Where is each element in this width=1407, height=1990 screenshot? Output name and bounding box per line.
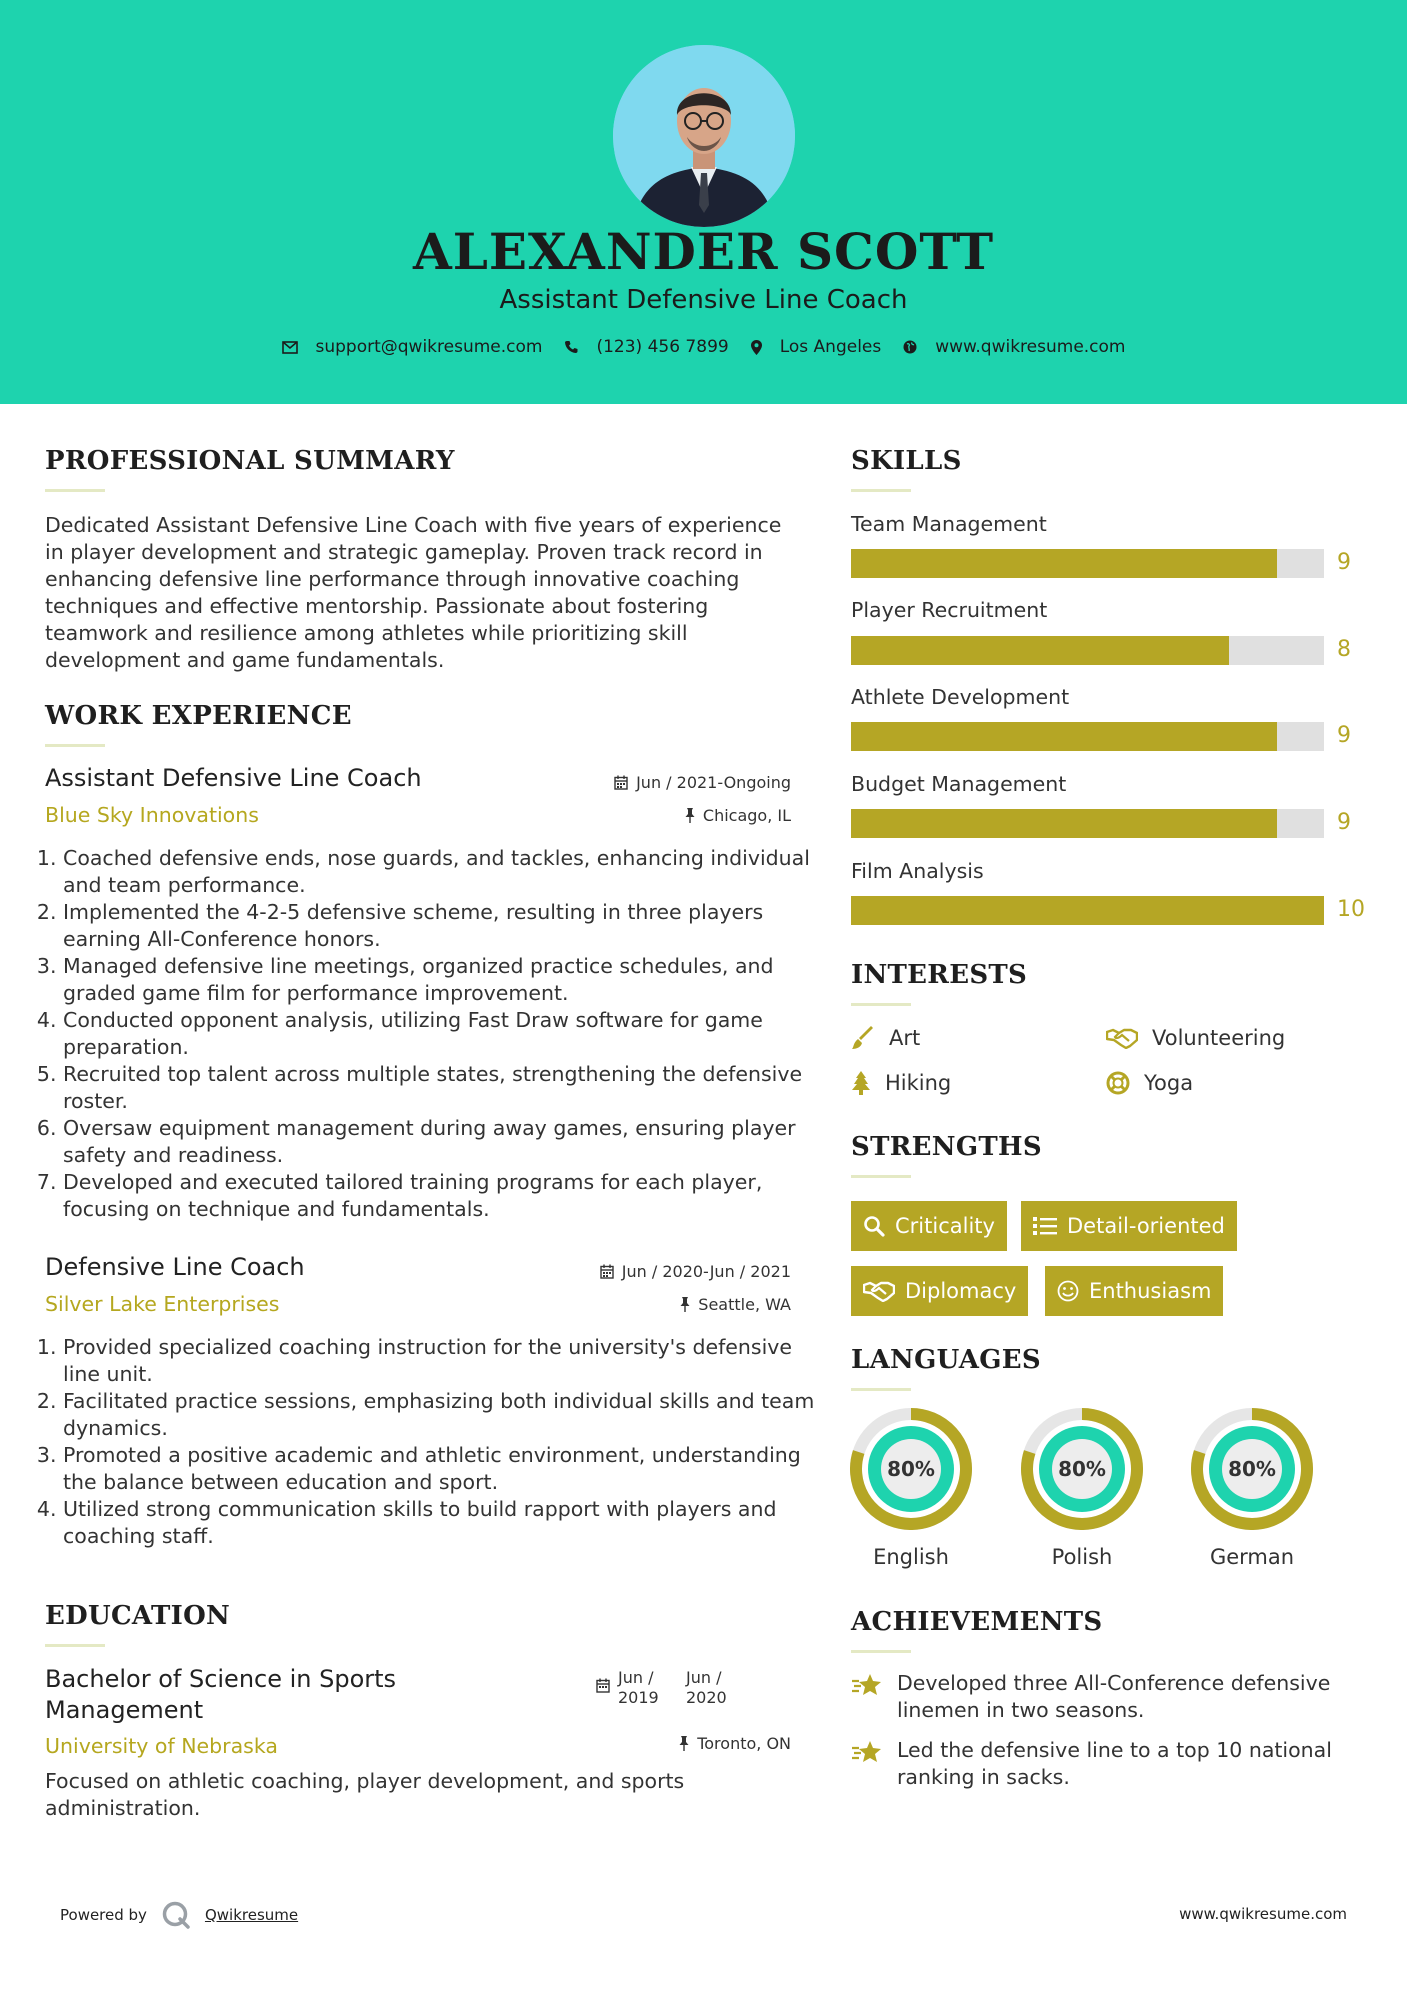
footer-website[interactable]: www.qwikresume.com bbox=[1179, 1905, 1347, 1923]
person-photo-icon bbox=[613, 45, 795, 227]
achievements-heading: ACHIEVEMENTS bbox=[851, 1607, 1103, 1637]
job-location bbox=[685, 806, 791, 825]
language-percent: 80% bbox=[1058, 1457, 1106, 1481]
tree-icon bbox=[851, 1071, 871, 1095]
job-location-text: Chicago, IL bbox=[702, 806, 791, 825]
handshake-icon bbox=[863, 1280, 895, 1302]
contact-location bbox=[751, 337, 882, 357]
education-dates bbox=[596, 1668, 746, 1708]
pushpin-icon bbox=[679, 1736, 689, 1751]
star-ribbon-icon bbox=[851, 1672, 883, 1700]
contact-bar bbox=[0, 337, 1407, 357]
skill-name: Film Analysis bbox=[851, 859, 984, 883]
skill-value: 9 bbox=[1337, 550, 1351, 575]
calendar-icon bbox=[600, 1264, 614, 1279]
language-name: English bbox=[873, 1545, 949, 1569]
language-percent: 80% bbox=[887, 1457, 935, 1481]
education-start bbox=[618, 1668, 686, 1708]
skill-bar-fill bbox=[851, 722, 1277, 751]
language-ring bbox=[850, 1408, 972, 1530]
candidate-name: ALEXANDER SCOTT bbox=[412, 222, 995, 281]
skills-heading: SKILLS bbox=[851, 446, 962, 476]
strength-label: Enthusiasm bbox=[1089, 1279, 1212, 1303]
interest-label: Art bbox=[889, 1026, 921, 1050]
contact-website[interactable] bbox=[903, 337, 1125, 357]
interest-label: Volunteering bbox=[1152, 1026, 1286, 1050]
resume-header bbox=[0, 0, 1407, 404]
degree-line-2: Management bbox=[45, 1696, 204, 1724]
job-dates-text: Jun / 2021-Ongoing bbox=[636, 773, 791, 792]
summary-text: Dedicated Assistant Defensive Line Coach with five years of experience in player development and strategic gameplay. Proven track record in enhancing defensive line performance through innovative coaching techniques and effective mentorship. Passionate about fostering teamwork and resilience among athletes while prioritizing skill development and game fundamentals. bbox=[45, 513, 782, 672]
achievements-underline bbox=[851, 1650, 911, 1653]
skill-name: Team Management bbox=[851, 512, 1047, 536]
contact-phone[interactable] bbox=[564, 337, 728, 357]
list-item: 2. Implemented the 4-2-5 defensive scheme, resulting in three players earning All-Conference honors. bbox=[63, 899, 815, 953]
list-item: 4. Conducted opponent analysis, utilizing Fast Draw software for game preparation. bbox=[63, 1007, 815, 1061]
calendar-icon bbox=[596, 1678, 610, 1693]
summary-underline bbox=[45, 489, 105, 492]
list-item: 3. Promoted a positive academic and athletic environment, understanding the balance between education and sport. bbox=[63, 1442, 815, 1496]
summary-heading: PROFESSIONAL SUMMARY bbox=[45, 446, 455, 476]
list-item: 1. Provided specialized coaching instruction for the university's defensive line unit. bbox=[63, 1334, 815, 1388]
skill-bar bbox=[851, 549, 1324, 578]
pushpin-icon bbox=[680, 1297, 690, 1312]
skill-name: Player Recruitment bbox=[851, 598, 1048, 622]
achievement-line: ranking in sacks. bbox=[897, 1765, 1070, 1789]
education-underline bbox=[45, 1644, 105, 1647]
star-ribbon-icon bbox=[851, 1739, 883, 1767]
strength-chip bbox=[1021, 1201, 1237, 1251]
job-duties-list bbox=[45, 845, 815, 1223]
list-item: 1. Coached defensive ends, nose guards, and tackles, enhancing individual and team performance. bbox=[63, 845, 815, 899]
interest-item bbox=[1106, 1071, 1193, 1095]
job-title: Assistant Defensive Line Coach bbox=[45, 764, 422, 792]
list-item: 5. Recruited top talent across multiple states, strengthening the defensive roster. bbox=[63, 1061, 815, 1115]
strength-chip bbox=[851, 1266, 1028, 1316]
strength-label: Criticality bbox=[895, 1214, 995, 1238]
list-item: 4. Utilized strong communication skills to build rapport with players and coaching staff. bbox=[63, 1496, 815, 1550]
degree-line-1: Bachelor of Science in Sports bbox=[45, 1665, 397, 1693]
skill-bar bbox=[851, 636, 1324, 665]
languages-underline bbox=[851, 1388, 911, 1391]
location-text: Los Angeles bbox=[779, 337, 882, 357]
job-dates bbox=[600, 1262, 791, 1281]
map-pin-icon bbox=[751, 340, 762, 355]
language-ring bbox=[1191, 1408, 1313, 1530]
interest-item bbox=[1106, 1026, 1285, 1050]
achievement-item bbox=[851, 1737, 1332, 1791]
smile-icon bbox=[1057, 1280, 1079, 1302]
interest-item bbox=[851, 1026, 920, 1050]
job-company: Blue Sky Innovations bbox=[45, 803, 259, 827]
strength-label: Diplomacy bbox=[905, 1279, 1017, 1303]
achievement-line: linemen in two seasons. bbox=[897, 1698, 1145, 1722]
phone-icon bbox=[564, 340, 578, 354]
language-name: German bbox=[1209, 1545, 1295, 1569]
education-description: Focused on athletic coaching, player development, and sports administration. bbox=[45, 1769, 685, 1820]
school-name: University of Nebraska bbox=[45, 1734, 278, 1758]
skill-bar bbox=[851, 896, 1324, 925]
language-name: Polish bbox=[1051, 1545, 1113, 1569]
envelope-icon bbox=[282, 341, 298, 354]
skill-bar-fill bbox=[851, 636, 1229, 665]
job-title: Defensive Line Coach bbox=[45, 1253, 305, 1281]
list-icon bbox=[1033, 1216, 1057, 1236]
achievement-line: Developed three All-Conference defensive bbox=[897, 1671, 1331, 1695]
skill-value: 9 bbox=[1337, 810, 1351, 835]
achievement-text bbox=[897, 1670, 1330, 1724]
interests-heading: INTERESTS bbox=[851, 960, 1028, 990]
achievement-item bbox=[851, 1670, 1330, 1724]
education-end bbox=[686, 1668, 746, 1708]
search-icon bbox=[863, 1215, 885, 1237]
end-year: 2020 bbox=[686, 1688, 727, 1707]
experience-heading: WORK EXPERIENCE bbox=[45, 701, 352, 731]
skill-bar bbox=[851, 722, 1324, 751]
footer-powered-by bbox=[60, 1900, 298, 1930]
strength-chip bbox=[851, 1201, 1007, 1251]
interests-underline bbox=[851, 1003, 911, 1006]
strengths-heading: STRENGTHS bbox=[851, 1132, 1042, 1162]
job-dates bbox=[614, 773, 791, 792]
interest-item bbox=[851, 1071, 951, 1095]
job-location bbox=[680, 1295, 791, 1314]
profile-photo bbox=[613, 45, 795, 227]
achievement-text bbox=[897, 1737, 1332, 1791]
pushpin-icon bbox=[685, 808, 695, 823]
paintbrush-icon bbox=[851, 1026, 875, 1050]
skill-bar-fill bbox=[851, 809, 1277, 838]
start-month: Jun / bbox=[618, 1668, 654, 1687]
contact-email[interactable] bbox=[282, 337, 543, 357]
lifering-icon bbox=[1106, 1071, 1130, 1095]
globe-icon bbox=[903, 340, 917, 354]
phone-text: (123) 456 7899 bbox=[596, 337, 729, 357]
list-item: 7. Developed and executed tailored training programs for each player, focusing on technique and fundamentals. bbox=[63, 1169, 815, 1223]
achievement-line: Led the defensive line to a top 10 national bbox=[897, 1738, 1332, 1762]
calendar-icon bbox=[614, 775, 628, 790]
languages-heading: LANGUAGES bbox=[851, 1345, 1041, 1375]
job-company: Silver Lake Enterprises bbox=[45, 1292, 280, 1316]
qwikresume-logo-icon bbox=[161, 1900, 191, 1930]
skill-bar bbox=[851, 809, 1324, 838]
degree-title bbox=[45, 1664, 396, 1726]
skill-value: 8 bbox=[1337, 637, 1351, 662]
job-dates-text: Jun / 2020-Jun / 2021 bbox=[621, 1262, 791, 1281]
list-item: 2. Facilitated practice sessions, emphasizing both individual skills and team dynamics. bbox=[63, 1388, 815, 1442]
skill-name: Budget Management bbox=[851, 772, 1067, 796]
website-text: www.qwikresume.com bbox=[935, 337, 1126, 357]
candidate-title: Assistant Defensive Line Coach bbox=[499, 285, 908, 315]
strengths-underline bbox=[851, 1175, 911, 1178]
experience-underline bbox=[45, 744, 105, 747]
list-item: 6. Oversaw equipment management during away games, ensuring player safety and readiness. bbox=[63, 1115, 815, 1169]
handshake-icon bbox=[1106, 1027, 1138, 1049]
strength-label: Detail-oriented bbox=[1067, 1214, 1225, 1238]
strength-chip bbox=[1045, 1266, 1223, 1316]
interest-label: Hiking bbox=[885, 1071, 952, 1095]
education-location bbox=[679, 1734, 791, 1753]
end-month: Jun / bbox=[686, 1668, 722, 1687]
skill-bar-fill bbox=[851, 896, 1324, 925]
skill-value: 10 bbox=[1337, 897, 1365, 922]
powered-by-text: Powered by bbox=[60, 1906, 147, 1924]
qwikresume-link[interactable]: Qwikresume bbox=[204, 1906, 299, 1924]
email-text: support@qwikresume.com bbox=[315, 337, 543, 357]
skill-name: Athlete Development bbox=[851, 685, 1070, 709]
job-location-text: Seattle, WA bbox=[698, 1295, 791, 1314]
list-item: 3. Managed defensive line meetings, organized practice schedules, and graded game film for performance improvement. bbox=[63, 953, 815, 1007]
start-year: 2019 bbox=[618, 1688, 659, 1707]
education-heading: EDUCATION bbox=[45, 1601, 231, 1631]
language-percent: 80% bbox=[1228, 1457, 1276, 1481]
job-duties-list bbox=[45, 1334, 815, 1550]
skills-underline bbox=[851, 489, 911, 492]
interest-label: Yoga bbox=[1144, 1071, 1194, 1095]
skill-value: 9 bbox=[1337, 723, 1351, 748]
education-location-text: Toronto, ON bbox=[697, 1734, 791, 1753]
language-ring bbox=[1021, 1408, 1143, 1530]
skill-bar-fill bbox=[851, 549, 1277, 578]
